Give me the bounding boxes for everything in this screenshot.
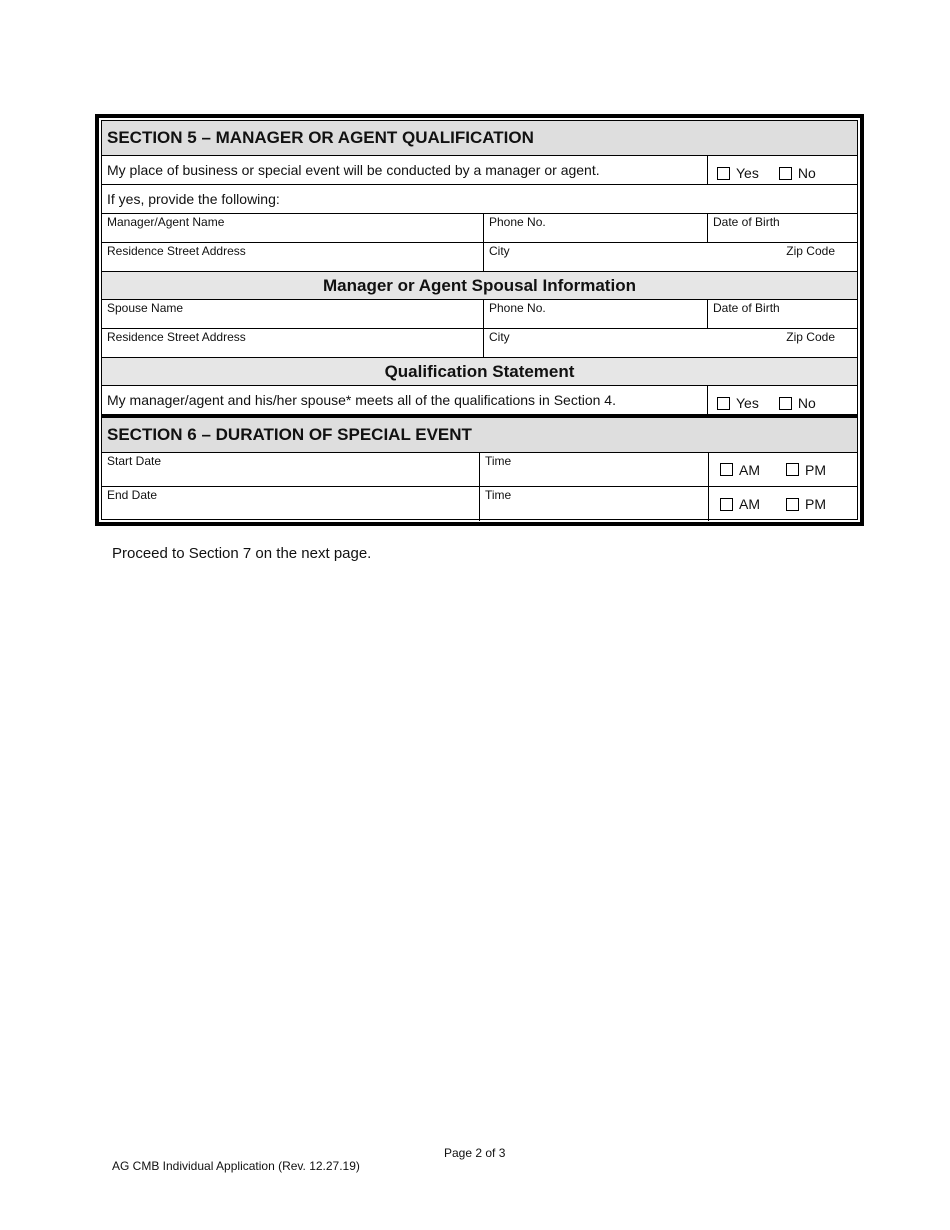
checkbox-box[interactable] [779, 167, 792, 180]
yes-label: Yes [736, 165, 759, 181]
time-label: Time [485, 454, 512, 468]
application-form [95, 114, 864, 526]
if-yes-row [102, 185, 857, 214]
qualification-yes-checkbox[interactable] [717, 395, 759, 411]
form-revision: AG CMB Individual Application (Rev. 12.27.19) [112, 1159, 360, 1173]
manager-question-row [102, 156, 857, 185]
start-date-field[interactable] [102, 453, 479, 486]
checkbox-box[interactable] [717, 397, 730, 410]
am-label: AM [739, 461, 760, 478]
zip-label: Zip Code [786, 330, 835, 344]
start-pm-checkbox[interactable] [786, 462, 826, 478]
end-date-row [102, 487, 857, 521]
start-am-checkbox[interactable] [720, 462, 760, 478]
spouse-title: Manager or Agent Spousal Information [323, 275, 636, 295]
no-label: No [797, 395, 816, 411]
section-6-header [102, 418, 857, 453]
proceed-note: Proceed to Section 7 on the next page. [112, 545, 372, 562]
start-date-row [102, 453, 857, 487]
time-label: Time [485, 488, 512, 502]
spouse-dob-field[interactable] [707, 300, 857, 328]
spouse-city-zip-field[interactable] [483, 329, 857, 357]
manager-address-field[interactable] [102, 243, 483, 271]
section-5-title: SECTION 5 – MANAGER OR AGENT QUALIFICATION [107, 128, 534, 147]
manager-name-field[interactable] [102, 214, 483, 242]
residence-label: Residence Street Address [107, 330, 246, 344]
manager-address-row [102, 243, 857, 272]
manager-no-checkbox[interactable] [779, 165, 816, 181]
checkbox-box[interactable] [786, 498, 799, 511]
pm-label: PM [805, 496, 826, 512]
start-date-label: Start Date [107, 454, 162, 468]
manager-name-label: Manager/Agent Name [107, 215, 225, 229]
qualification-header [102, 358, 857, 386]
spouse-address-field[interactable] [102, 329, 483, 357]
spouse-address-row [102, 329, 857, 358]
end-pm-checkbox[interactable] [786, 496, 826, 512]
checkbox-box[interactable] [720, 498, 733, 511]
start-time-field[interactable] [479, 453, 708, 486]
end-am-checkbox[interactable] [720, 496, 760, 512]
end-date-label: End Date [107, 488, 158, 502]
manager-question: My place of business or special event will be conducted by a manager or agent. [107, 162, 600, 178]
checkbox-box[interactable] [786, 463, 799, 476]
end-time-field[interactable] [479, 487, 708, 521]
spouse-name-label: Spouse Name [107, 301, 184, 315]
dob-label: Date of Birth [713, 215, 780, 229]
section-6-title: SECTION 6 – DURATION OF SPECIAL EVENT [107, 425, 472, 444]
city-label: City [489, 244, 510, 258]
dob-label: Date of Birth [713, 301, 780, 315]
residence-label: Residence Street Address [107, 244, 246, 258]
manager-yes-checkbox[interactable] [717, 165, 759, 181]
checkbox-box[interactable] [779, 397, 792, 410]
end-date-field[interactable] [102, 487, 479, 521]
manager-phone-field[interactable] [483, 214, 707, 242]
yes-label: Yes [736, 395, 759, 411]
am-label: AM [739, 496, 760, 512]
qualification-no-checkbox[interactable] [779, 395, 816, 411]
qualification-statement: My manager/agent and his/her spouse* meets all of the qualifications in Section 4. [107, 392, 616, 408]
spouse-info-row [102, 300, 857, 329]
manager-info-row [102, 214, 857, 243]
pm-label: PM [805, 461, 826, 478]
manager-dob-field[interactable] [707, 214, 857, 242]
if-yes-label: If yes, provide the following: [107, 191, 280, 207]
checkbox-box[interactable] [720, 463, 733, 476]
phone-label: Phone No. [489, 215, 546, 229]
zip-label: Zip Code [786, 244, 835, 258]
checkbox-box[interactable] [717, 167, 730, 180]
section-5-header [102, 121, 857, 156]
no-label: No [797, 165, 816, 181]
qualification-row [102, 386, 857, 418]
page-number: Page 2 of 3 [444, 1146, 506, 1160]
qualification-title: Qualification Statement [384, 361, 575, 381]
city-label: City [489, 330, 510, 344]
manager-city-zip-field[interactable] [483, 243, 857, 271]
spouse-phone-field[interactable] [483, 300, 707, 328]
spouse-header [102, 272, 857, 300]
phone-label: Phone No. [489, 301, 546, 315]
spouse-name-field[interactable] [102, 300, 483, 328]
form-inner [101, 120, 858, 520]
